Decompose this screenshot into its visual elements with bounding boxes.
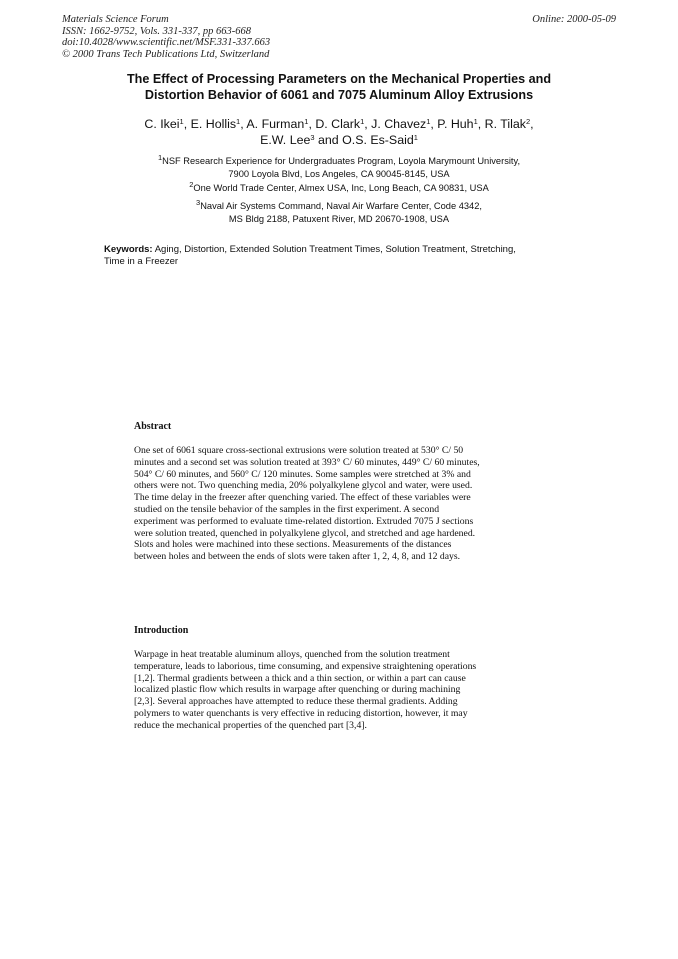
abstract-line: 504° C/ 60 minutes, and 560° C/ 120 minutes. Some samples were stretched at 3% and bbox=[134, 468, 471, 480]
introduction-line: Warpage in heat treatable aluminum alloys, quenched from the solution treatment bbox=[134, 649, 450, 660]
author bbox=[191, 117, 247, 131]
doi-line: doi:10.4028/www.scientific.net/MSF.331-337.663 bbox=[62, 37, 271, 48]
author-name: O.S. Es-Said bbox=[342, 133, 414, 147]
abstract-line: others were not. Two quenching media, 20% polyalkylene glycol and water, were used. bbox=[134, 480, 473, 492]
author-affiliation-mark: 1 bbox=[413, 133, 418, 142]
affiliation-line: 7900 Loyola Blvd, Los Angeles, CA 90045-8145, USA bbox=[228, 168, 450, 179]
introduction-line: reduce the mechanical properties of the quenched part [3,4]. bbox=[134, 719, 367, 731]
author-separator: , bbox=[530, 117, 534, 131]
abstract-line: were solution treated, quenched in polyalkylene glycol, and stretched and age hardened. bbox=[134, 527, 476, 539]
author-name: A. Furman bbox=[246, 117, 305, 131]
author bbox=[144, 117, 190, 131]
affiliation-mark: 1 bbox=[157, 153, 163, 162]
keywords bbox=[104, 244, 574, 268]
author-separator: , bbox=[240, 117, 247, 131]
affiliation-line: NSF Research Experience for Undergraduates Program, Loyola Marymount University, bbox=[162, 156, 521, 166]
author-separator: , bbox=[477, 117, 485, 131]
abstract-line: between holes and between the ends of slots were taken after 1, 2, 4, 8, and 12 days. bbox=[134, 551, 461, 563]
introduction-line: localized plastic flow which results in warpage after quenching or during machining bbox=[134, 684, 461, 696]
author-affiliation-mark: 1 bbox=[426, 117, 431, 126]
author-affiliation-mark: 1 bbox=[304, 117, 309, 126]
paper-title bbox=[80, 71, 598, 103]
affiliation-2 bbox=[80, 182, 598, 195]
author-separator: , bbox=[308, 117, 316, 131]
author-affiliation-mark: 3 bbox=[310, 133, 315, 142]
author bbox=[246, 117, 315, 131]
author-name: D. Clark bbox=[315, 117, 361, 131]
journal-header bbox=[62, 14, 482, 60]
journal-name: Materials Science Forum bbox=[62, 14, 169, 25]
affiliation-1 bbox=[80, 155, 598, 180]
introduction-line: polymers to water quenchants is very effective in reducing distortion, however, it may bbox=[134, 707, 468, 719]
author-affiliation-mark: 1 bbox=[179, 117, 184, 126]
keywords-text: Time in a Freezer bbox=[104, 256, 179, 267]
keywords-text: Aging, Distortion, Extended Solution Treatment Times, Solution Treatment, Stretching, bbox=[154, 244, 516, 255]
issn-line: ISSN: 1662-9752, Vols. 331-337, pp 663-668 bbox=[62, 25, 251, 37]
affiliation-3 bbox=[80, 200, 598, 225]
introduction-line: [2,3]. Several approaches have attempted to reduce these thermal gradients. Adding bbox=[134, 696, 458, 708]
author-separator: , bbox=[183, 117, 191, 131]
author-name: R. Tilak bbox=[484, 117, 526, 131]
affiliation-line: Naval Air Systems Command, Naval Air Warfare Center, Code 4342, bbox=[200, 201, 482, 211]
author-affiliation-mark: 1 bbox=[360, 117, 365, 126]
introduction-line: [1,2]. Thermal gradients between a thick and a thin section, or within a part can cause bbox=[134, 672, 466, 684]
online-date: Online: 2000-05-09 bbox=[532, 14, 616, 25]
abstract-line: Slots and holes were machined into these sections. Measurements of the distances bbox=[134, 539, 452, 551]
author-affiliation-mark: 2 bbox=[525, 117, 531, 126]
copyright-line: © 2000 Trans Tech Publications Ltd, Switzerland bbox=[62, 48, 270, 60]
abstract-line: One set of 6061 square cross-sectional extrusions were solution treated at 530° C/ 50 bbox=[134, 445, 464, 456]
title-line-2: Distortion Behavior of 6061 and 7075 Aluminum Alloy Extrusions bbox=[144, 88, 534, 102]
author-name: E.W. Lee bbox=[260, 133, 311, 147]
affiliation-line: One World Trade Center, Almex USA, Inc, Long Beach, CA 90831, USA bbox=[193, 183, 489, 193]
abstract-line: The time delay in the freezer after quenching varied. The effect of these variables were bbox=[134, 492, 471, 504]
affiliation-mark: 2 bbox=[189, 180, 194, 189]
author-affiliation-mark: 1 bbox=[473, 117, 478, 126]
author-name: P. Huh bbox=[437, 117, 474, 131]
author bbox=[485, 117, 534, 131]
keywords-label: Keywords: bbox=[104, 244, 153, 255]
introduction-heading: Introduction bbox=[134, 625, 189, 636]
abstract-line: studied on the tensile behavior of the samples in the first experiment. A second bbox=[134, 503, 440, 515]
abstract-heading: Abstract bbox=[134, 421, 172, 432]
author-name: C. Ikei bbox=[144, 117, 180, 131]
author bbox=[315, 117, 371, 131]
author bbox=[260, 133, 342, 147]
introduction-body bbox=[134, 649, 554, 732]
abstract-line: experiment was performed to evaluate time-related distortion. Extruded 7075 J sections bbox=[134, 515, 474, 527]
author-name: J. Chavez bbox=[371, 117, 427, 131]
author-name: E. Hollis bbox=[190, 117, 237, 131]
abstract-body bbox=[134, 445, 554, 563]
abstract-line: minutes and a second set was solution treated at 393° C/ 60 minutes, 449° C/ 60 minutes, bbox=[134, 456, 480, 468]
author bbox=[371, 117, 437, 131]
title-line-1: The Effect of Processing Parameters on the Mechanical Properties and bbox=[126, 72, 552, 86]
author-separator: , bbox=[364, 117, 372, 131]
author-affiliation-mark: 1 bbox=[236, 117, 241, 126]
author bbox=[342, 133, 418, 147]
introduction-line: temperature, leads to laborious, time consuming, and expensive straightening operations bbox=[134, 660, 477, 672]
author-list bbox=[80, 116, 598, 148]
author bbox=[437, 117, 484, 131]
affiliation-mark: 3 bbox=[196, 198, 201, 207]
author-separator: , bbox=[430, 117, 438, 131]
author-separator: and bbox=[314, 133, 343, 147]
affiliation-line: MS Bldg 2188, Patuxent River, MD 20670-1908, USA bbox=[228, 213, 450, 224]
